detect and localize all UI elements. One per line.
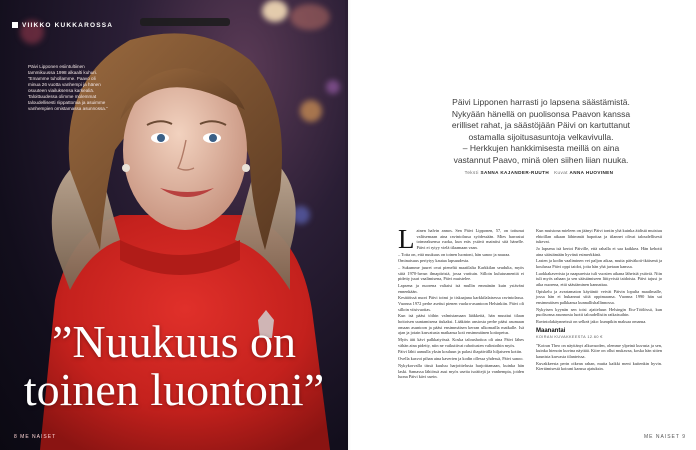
body-paragraph: ainen halvin annos. Sen Päivi Lipponen, 57, on tottunut valitsemaan aina ravintolassa syödessään. Mies harrastui toimeaksensa ruoka, kun eräs ystävä mainitsi sitä hänelle. Päivi ei rytyy vielä tilaamaan vaan. bbox=[416, 228, 524, 250]
body-paragraph: Päivi lähti aamulla yksin kouluun ja palasi iltapäivällä hiljaiseen kotiin. bbox=[398, 349, 523, 355]
dropcap: L bbox=[398, 224, 415, 254]
page-folio-right: ME NAISET 9 bbox=[643, 434, 686, 440]
lead-line: ostamalla sijoitusasuntoja velkavivulla. bbox=[468, 131, 614, 142]
byline-photo-label: Kuvat bbox=[554, 170, 568, 175]
body-paragraph: Luokkakaverista ja naapureista tuli vuosien aikana läheisiä ystäviä. Niin tuli myös rahaan ja sen säästämiseen liittyvistä taidoista. Päivi tajusi jo aika nuorena, että säästäminen kannattaa. bbox=[536, 270, 662, 287]
lead-line: vastannut Paavo, minä olen siihen liian nuuka. bbox=[453, 154, 629, 165]
body-paragraph: Ravintolakäynneissä on selkeä jako: kumpikin maksaa omansa. bbox=[536, 319, 647, 325]
body-paragraph: Opiskelu ja avartamaton käytäntö veivät Päivin lopulta maailmalle, jossa hän ei hukannut siitä oppimaansa. Vuonna 1990 hän sai ensimmäisen palkkansa kunnallishallinnossa. bbox=[536, 288, 662, 305]
byline-text-label: Teksti bbox=[464, 170, 479, 175]
byline-author: SANNA KAJANDER-RUUTH bbox=[480, 170, 550, 175]
section-tag bbox=[12, 22, 113, 29]
body-column-2 bbox=[536, 228, 662, 373]
body-paragraph: Ovella kasvoi pihan aina kaverien ja kodin ollessa yhdessä, Päivi sanoo. bbox=[398, 356, 524, 362]
byline bbox=[408, 170, 670, 175]
headline bbox=[0, 318, 348, 414]
body-paragraph: – Sukumme juuret ovat pieneltä maatilalta Karkkilan seudulta, myös siitä 1970-luvun ilmapiiristä, jossa varttuin. Silloin kulutusmentiä ei pidetty juuri vaalimisena, Päivi muistelee. bbox=[398, 265, 524, 282]
headline-line-1: ”Nuukuus on bbox=[51, 316, 297, 367]
diary-subhead: Maanantai bbox=[536, 327, 566, 334]
lead-line: erilliset rahat, ja säästöjään Päivi on kartuttanut bbox=[451, 120, 631, 131]
body-column-1 bbox=[398, 224, 524, 381]
page-folio-left: 8 ME NAISET bbox=[14, 434, 57, 440]
lead-line: Nykyään hänellä on puolisonsa Paavon kanssa bbox=[451, 108, 631, 119]
body-paragraph: Kun isä pääsi töihin valmistamaan lääkkeitä, hän muuttui tilaan hoitoisen uuntamisena tiukaksi. Lääkärin ansiosta perhe pääsi asumaan omaan asuntoon ja pääsi ensimmäisen kerran ulkomailla matkalle. Isä ajan ja jotain kasvatusta matkansa koti ensimmäinen kotiopetus. bbox=[398, 313, 524, 336]
body-paragraph: Kun muistona mieleen on jäänyt Päivi tontin yhä kuinka äidistä muistuu ehtoillan aikaan lähimmät hapottaa ja tilannet olivat taloudellisesti tukevat. bbox=[536, 228, 662, 245]
body-paragraph: Myös äiti kävi palkkatyössä. Koska taloushoitoa oli aina Päivi lähes vähän aina pidetty, niin ne vaikuttivat rahoitusten valintoihin myös. bbox=[398, 337, 524, 348]
photo-caption: Päivi Lipponen esiintultiinen tammikuussa 1998 alkaalti kuhuri. ”Emamme tuhollamme. Paavo oli minua 26 vuotta vanhempi ja hänen osuuteen viailuksensa karkealiä. Taloittuudessa olimme molemmat taloudellisesti riippattomia ja asuimme vanhempien omistamassa asunnossa.” bbox=[28, 64, 108, 111]
article-page bbox=[348, 0, 696, 450]
byline-photographer: ANNA HUOVINEN bbox=[569, 170, 614, 175]
body-paragraph: Lapsena ja nuorena valtaisi isä mullin emmänän kuin ystäväni ennenkään. bbox=[398, 283, 524, 294]
page-gutter bbox=[345, 0, 351, 450]
body-paragraph: Kesätöissä nuori Päivi toimi jo tiskaajana karkkilalaisessa ravintolassa. Vuonna 1972 perhe asettui pienen vuokra-asuntoon Helsinkiin. Päivi oli silloin viisivuotias. bbox=[398, 295, 524, 312]
body-paragraph: Kuvakkeesta perin oikean rahan, mutta kaikki meni kuitenkin hyvin. Kiertämisestä koirani kanssa ajatuksin. bbox=[536, 360, 662, 372]
section-tag-text: VIIKKO KUKKAROSSA bbox=[22, 22, 114, 29]
lead-line: Päivi Lipponen harrasti jo lapsena säästämistä. bbox=[452, 97, 630, 107]
body-paragraph: Nykykorvalla tässä kuuluu harjoittelusta harjoittamaan, kuinka hän laski. Samassa lähiössä asui myös useita isoäitejä ja vanhempia, joiden luona Päivi kävi usein. bbox=[398, 362, 524, 380]
section-marker-icon bbox=[12, 22, 18, 28]
lead-line: – Herkkujen hankkimisesta meillä on aina bbox=[462, 143, 620, 154]
body-paragraph: Ominaisuus periytyy kautaa lapsuudesta. bbox=[398, 258, 470, 264]
body-paragraph: – Totta on, että nuukuus on toinen luontoni, hän sanoo ja nauraa. bbox=[398, 251, 511, 257]
body-paragraph: Lasten ja kodin vaaliminen vei paljon aikaa, mutta päiväkoti-ikäisenä ja koulussa Päivi oppi taidot, joita hän yhä jaetaan kanssa. bbox=[536, 258, 662, 269]
headline-line-2: toinen luontoni” bbox=[23, 364, 325, 415]
body-paragraph: Nykyisen kyynän sen toisi ajatteluun Helsingin Etu-Töölössä, kun puolisonsa asunnosta luotti taloudellisiin ratkaisuihin. bbox=[536, 306, 662, 318]
body-paragraph: Jo lapsena isä kertoi Päiville, että rahalla ei saa kaikkea. Hän kehotti aina säästämään hyvänä esimerkkinä. bbox=[536, 245, 662, 257]
body-paragraph: ”Koiran Theo on näyttänyt alkuvuoden, olemme ylpeinä kuvasta ja sen, kuinka hienoin kuvina näyttää. Kiire on ollut mukavaa, koska hän sitten kaunista karvasta tilanteissa. bbox=[536, 342, 662, 359]
diary-subline: KOIRAN KUVAKKEESTA 12.60 € bbox=[536, 335, 603, 340]
lead-paragraph bbox=[420, 97, 662, 167]
